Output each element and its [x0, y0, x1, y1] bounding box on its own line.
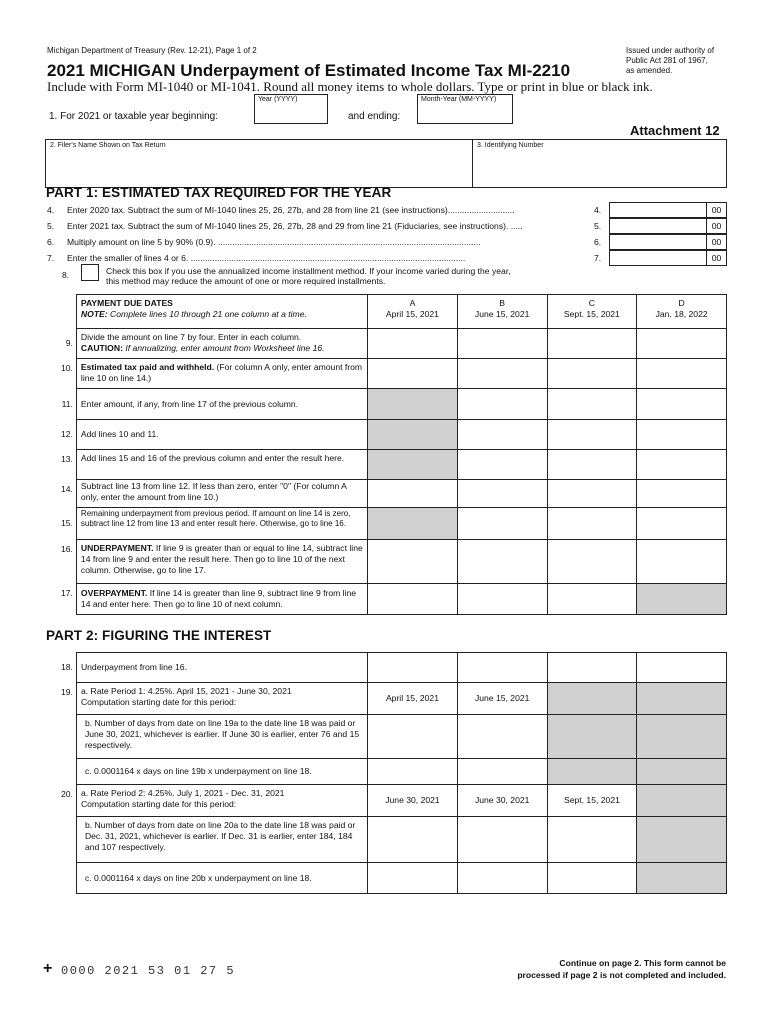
- cell-input[interactable]: [547, 329, 637, 359]
- cell-input[interactable]: [368, 329, 458, 359]
- cell-input[interactable]: [547, 508, 637, 540]
- row-description: c. 0.0001164 x days on line 20b x underpayment on line 18.: [76, 863, 367, 894]
- line6-cents-field: [706, 234, 727, 250]
- row-text: If line 14 is greater than line 9, subtract line 9 from line 14 and enter here. Then go to line 10 of next column.: [80, 588, 357, 609]
- line-text: Enter the smaller of lines 4 or 6. ...................................................................................................................: [67, 253, 466, 263]
- cell-input[interactable]: [637, 329, 727, 359]
- table-row: [45, 584, 727, 615]
- row-number: 18.: [60, 662, 73, 672]
- row-description: [76, 329, 367, 359]
- cell-input[interactable]: [457, 584, 547, 615]
- year-field-label: Year (YYYY): [258, 96, 298, 103]
- header-note: Complete lines 10 through 21 one column at a time.: [107, 309, 307, 319]
- part1-title: PART 1: ESTIMATED TAX REQUIRED FOR THE YEAR: [46, 185, 392, 200]
- authority-line: Issued under authority of: [626, 46, 715, 55]
- table-row: [45, 480, 727, 508]
- cents-value: 00: [711, 221, 722, 231]
- department-revision: Michigan Department of Treasury (Rev. 12-21), Page 1 of 2: [47, 46, 257, 55]
- cell-input[interactable]: [547, 420, 637, 450]
- filer-name-field[interactable]: [45, 139, 473, 188]
- row-description: a. Rate Period 1: 4.25%. April 15, 2021 - June 30, 2021 Computation starting date for this period:: [76, 683, 367, 715]
- row-description: [76, 359, 367, 389]
- cell-shaded: [368, 420, 458, 450]
- line7-cents-field: [706, 250, 727, 266]
- column-date: Jan. 18, 2022: [655, 309, 708, 319]
- cell-input[interactable]: [457, 508, 547, 540]
- line4-cents-field: [706, 202, 727, 218]
- annualized-method-checkbox[interactable]: [81, 264, 99, 281]
- row-description: Remaining underpayment from previous period. If amount on line 14 is zero, subtract line 12 from line 13 and enter result here. Otherwise, go to line 16.: [76, 508, 367, 540]
- table-row: [45, 715, 727, 759]
- cell-shaded: [637, 715, 727, 759]
- row-description: b. Number of days from date on line 19a to the date line 18 was paid or June 30, 2021, whichever is earlier. If June 30 is earlier, enter 76 and 15 respectively.: [76, 715, 367, 759]
- row-number: 12.: [60, 429, 73, 439]
- cell-input[interactable]: [547, 863, 637, 894]
- line-number: 6.: [47, 237, 55, 247]
- cell-input[interactable]: [457, 540, 547, 584]
- cell-input[interactable]: [457, 715, 547, 759]
- row-bold-text: Estimated tax paid and withheld.: [80, 362, 215, 372]
- column-letter: A: [409, 298, 416, 308]
- cell-shaded: [637, 683, 727, 715]
- row-number: 17.: [60, 587, 73, 598]
- column-header-d: [637, 295, 727, 329]
- line-number: 7.: [47, 253, 55, 263]
- begin-year-field[interactable]: [254, 94, 328, 124]
- continue-line: processed if page 2 is not completed and included.: [517, 970, 726, 980]
- continue-line: Continue on page 2. This form cannot be: [559, 958, 726, 968]
- cell-shaded: [637, 785, 727, 817]
- column-header-a: [368, 295, 458, 329]
- line-ref: 5.: [594, 221, 602, 231]
- table-row: [45, 450, 727, 480]
- row-text: If line 9 is greater than or equal to line 14, subtract line 14 from line 9 and enter the result here. Then go to line 10 of the next column. Otherwise, go to line 17.: [80, 543, 363, 575]
- cell-shaded: [368, 508, 458, 540]
- filer-name-label: 2. Filer's Name Shown on Tax Return: [50, 142, 166, 149]
- cell-input[interactable]: [637, 508, 727, 540]
- cell-input[interactable]: [637, 389, 727, 420]
- cell-input[interactable]: [637, 480, 727, 508]
- line-text: Multiply amount on line 5 by 90% (0.9). ..............................................................................................................: [67, 237, 481, 247]
- cell-shaded: [368, 450, 458, 480]
- row-description: Add lines 10 and 11.: [76, 420, 367, 450]
- cell-input[interactable]: [457, 389, 547, 420]
- cell-input[interactable]: [547, 584, 637, 615]
- cell-input[interactable]: [637, 359, 727, 389]
- cell-input[interactable]: [547, 653, 637, 683]
- cents-value: 00: [711, 205, 722, 215]
- row-description: Subtract line 13 from line 12. If less than zero, enter "0" (For column A only, enter the amount from line 10.): [76, 480, 367, 508]
- table-row: [45, 329, 727, 359]
- row-number: 9.: [65, 338, 73, 348]
- column-header-c: [547, 295, 637, 329]
- line-ref: 4.: [594, 205, 602, 215]
- date-cell: Sept. 15, 2021: [547, 785, 637, 817]
- line6-amount-field[interactable]: [609, 234, 707, 250]
- cell-input[interactable]: [457, 863, 547, 894]
- cell-input[interactable]: [368, 584, 458, 615]
- cell-input[interactable]: [368, 715, 458, 759]
- column-letter: C: [588, 298, 595, 308]
- line-5: [47, 221, 581, 231]
- cell-input[interactable]: [368, 359, 458, 389]
- line-text: Enter 2020 tax. Subtract the sum of MI-1040 lines 25, 26, 27b, and 28 from line 21 (see instructions)............................: [67, 205, 515, 215]
- table-header-row: [45, 295, 727, 329]
- cell-input[interactable]: [457, 480, 547, 508]
- date-cell: June 30, 2021: [368, 785, 458, 817]
- table-row: [45, 653, 727, 683]
- line-text: Enter 2021 tax. Subtract the sum of MI-1040 lines 25, 26, 27b, 28 and 29 from line 21 (Fiduciaries, see instructions). .....: [67, 221, 523, 231]
- row-bold-text: OVERPAYMENT.: [80, 588, 148, 598]
- column-date: June 15, 2021: [474, 309, 530, 319]
- cell-input[interactable]: [457, 359, 547, 389]
- table-row: [45, 785, 727, 817]
- row-number: 14.: [60, 483, 73, 494]
- date-cell: June 30, 2021: [457, 785, 547, 817]
- row-description: Enter amount, if any, from line 17 of the previous column.: [76, 389, 367, 420]
- cell-input[interactable]: [457, 759, 547, 785]
- cell-input[interactable]: [457, 329, 547, 359]
- part2-title: PART 2: FIGURING THE INTEREST: [46, 628, 272, 643]
- row-description: Underpayment from line 16.: [76, 653, 367, 683]
- cell-input[interactable]: [547, 389, 637, 420]
- cell-shaded: [547, 683, 637, 715]
- cell-input[interactable]: [368, 817, 458, 863]
- authority-line: as amended.: [626, 66, 673, 75]
- row-description: b. Number of days from date on line 20a to the date line 18 was paid or Dec. 31, 2021, whichever is earlier. If Dec. 31 is earlier, enter 184, 184 and 107 respectively.: [76, 817, 367, 863]
- cell-input[interactable]: [637, 450, 727, 480]
- row-number: 11.: [61, 398, 73, 409]
- cell-shaded: [637, 817, 727, 863]
- caution-text: If annualizing, enter amount from Worksheet line 16.: [122, 343, 325, 353]
- cell-input[interactable]: [457, 817, 547, 863]
- cell-input[interactable]: [457, 420, 547, 450]
- date-cell: June 15, 2021: [457, 683, 547, 715]
- row-description: c. 0.0001164 x days on line 19b x underpayment on line 18.: [76, 759, 367, 785]
- form-instructions: Include with Form MI-1040 or MI-1041. Round all money items to whole dollars. Type or print in blue or black ink.: [47, 79, 653, 94]
- line-7: [47, 253, 581, 263]
- payment-schedule-table: [45, 294, 727, 615]
- row-number: 20.: [60, 788, 73, 799]
- attachment-number: Attachment 12: [630, 123, 720, 138]
- line8-text-line: Check this box if you use the annualized income installment method. If your income varied during the year,: [106, 266, 511, 276]
- month-year-field-label: Month-Year (MM-YYYY): [421, 96, 497, 103]
- line-number: 4.: [47, 205, 55, 215]
- line8-text-line: this method may reduce the amount of one or more required installments.: [106, 276, 386, 286]
- cents-value: 00: [711, 237, 722, 247]
- table-row: [45, 420, 727, 450]
- table-row: [45, 389, 727, 420]
- date-cell: April 15, 2021: [368, 683, 458, 715]
- row-bold-text: UNDERPAYMENT.: [80, 543, 154, 553]
- row-number: 15.: [60, 518, 73, 528]
- line-ref: 6.: [594, 237, 602, 247]
- cell-shaded: [637, 584, 727, 615]
- row-number: 19.: [60, 686, 73, 697]
- cell-input[interactable]: [637, 420, 727, 450]
- cell-input[interactable]: [457, 450, 547, 480]
- authority-note: [626, 46, 714, 76]
- cell-shaded: [547, 715, 637, 759]
- cell-input[interactable]: [368, 480, 458, 508]
- cell-input[interactable]: [368, 863, 458, 894]
- cell-input[interactable]: [547, 450, 637, 480]
- line-ref: 7.: [594, 253, 602, 263]
- caution-label: CAUTION:: [80, 343, 123, 353]
- column-letter: B: [499, 298, 506, 308]
- continue-note: [517, 957, 726, 981]
- form-title: 2021 MICHIGAN Underpayment of Estimated Income Tax MI-2210: [47, 61, 571, 80]
- cell-input[interactable]: [547, 359, 637, 389]
- identifying-number-field[interactable]: [472, 139, 727, 188]
- row-number: 16.: [60, 543, 73, 554]
- cents-value: 00: [711, 253, 722, 263]
- end-month-year-field[interactable]: [417, 94, 513, 124]
- line5-cents-field: [706, 218, 727, 234]
- cell-shaded: [637, 863, 727, 894]
- line1-label: 1. For 2021 or taxable year beginning:: [49, 111, 218, 122]
- cell-input[interactable]: [637, 540, 727, 584]
- line-6: [47, 237, 581, 247]
- line5-amount-field[interactable]: [609, 218, 707, 234]
- cell-input[interactable]: [368, 540, 458, 584]
- cell-input[interactable]: [368, 653, 458, 683]
- row-text: (For column A only, enter amount from line 10 on line 14.): [80, 362, 363, 383]
- header-note-label: NOTE:: [80, 309, 108, 319]
- table-row: [45, 359, 727, 389]
- column-letter: D: [678, 298, 685, 308]
- barcode-plus-mark: +: [43, 960, 53, 977]
- column-header-b: [457, 295, 547, 329]
- cell-input[interactable]: [547, 540, 637, 584]
- cell-input[interactable]: [637, 653, 727, 683]
- line7-amount-field[interactable]: [609, 250, 707, 266]
- header-title: PAYMENT DUE DATES: [80, 298, 173, 308]
- cell-input[interactable]: [368, 759, 458, 785]
- line-number: 8.: [62, 270, 70, 280]
- cell-shaded: [368, 389, 458, 420]
- identifying-number-label: 3. Identifying Number: [477, 142, 544, 149]
- cell-shaded: [637, 759, 727, 785]
- row-description: Add lines 15 and 16 of the previous column and enter the result here.: [76, 450, 367, 480]
- header-cell: [76, 295, 367, 329]
- table-row: [45, 759, 727, 785]
- form-barcode-number: 0000 2021 53 01 27 5: [61, 964, 236, 978]
- line-4: [47, 205, 581, 215]
- row-description: a. Rate Period 2: 4.25%. July 1, 2021 - Dec. 31, 2021 Computation starting date for this period:: [76, 785, 367, 817]
- row-number: 10.: [60, 362, 73, 373]
- authority-line: Public Act 281 of 1967,: [626, 56, 708, 65]
- interest-table: [45, 652, 727, 894]
- line-number: 5.: [47, 221, 55, 231]
- cell-input[interactable]: [547, 480, 637, 508]
- line8-text: [106, 266, 511, 286]
- cell-input[interactable]: [457, 653, 547, 683]
- cell-shaded: [547, 759, 637, 785]
- table-row: [45, 863, 727, 894]
- column-date: April 15, 2021: [385, 309, 439, 319]
- cell-input[interactable]: [547, 817, 637, 863]
- table-row: [45, 817, 727, 863]
- table-row: [45, 508, 727, 540]
- row-description: [76, 540, 367, 584]
- and-ending-label: and ending:: [348, 111, 401, 122]
- table-row: [45, 540, 727, 584]
- row-text: Divide the amount on line 7 by four. Enter in each column.: [80, 332, 302, 342]
- row-description: [76, 584, 367, 615]
- row-number: 13.: [60, 453, 73, 464]
- column-date: Sept. 15, 2021: [563, 309, 620, 319]
- line4-amount-field[interactable]: [609, 202, 707, 218]
- table-row: [45, 683, 727, 715]
